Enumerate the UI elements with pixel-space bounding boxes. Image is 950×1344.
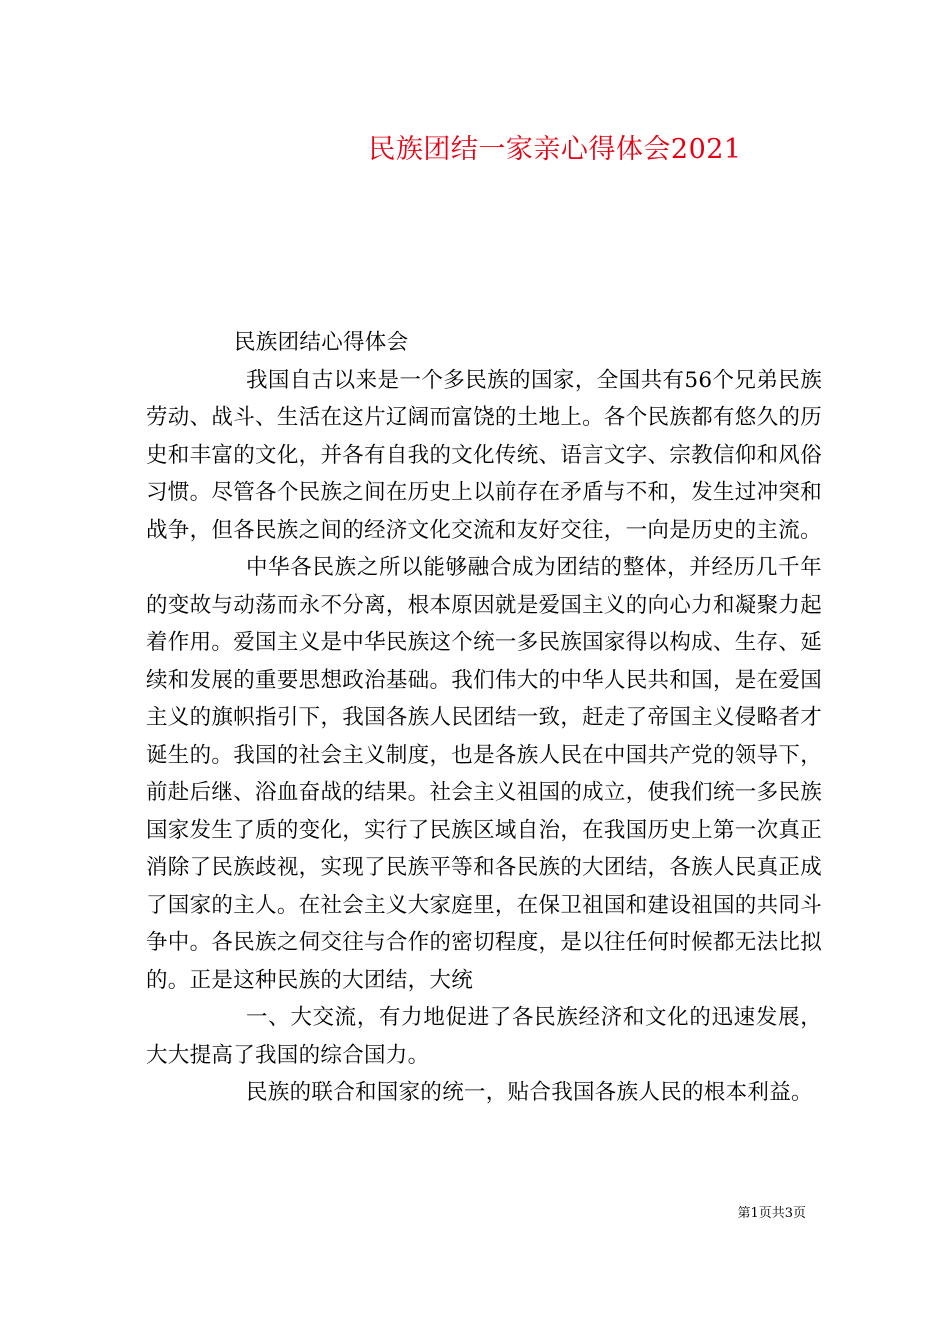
paragraph-3: 一、大交流，有力地促进了各民族经济和文化的迅速发展，大大提高了我国的综合国力。 (146, 1005, 822, 1068)
paragraph-1: 我国自古以来是一个多民族的国家，全国共有56个兄弟民族劳动、战斗、生活在这片辽阔而富饶的土地上。各个民族都有悠久的历史和丰富的文化，并各有自我的文化传统、语言文字、宗教信仰和风俗习惯。尽管各个民族之间在历史上以前存在矛盾与不和，发生过冲突和战争，但各民族之间的经济文化交流和友好交往，一向是历史的主流。 (146, 367, 822, 543)
page-number: 第1页共3页 (737, 1206, 806, 1221)
document-title: 民族团结一家亲心得体会2021 (368, 134, 742, 165)
document-body (146, 324, 822, 1112)
document-subtitle: 民族团结心得体会 (234, 330, 409, 355)
paragraph-2: 中华各民族之所以能够融合成为团结的整体，并经历几千年的变故与动荡而永不分离，根本原因就是爱国主义的向心力和凝聚力起着作用。爱国主义是中华民族这个统一多民族国家得以构成、生存、延续和发展的重要思想政治基础。我们伟大的中华人民共和国，是在爱国主义的旗帜指引下，我国各族人民团结一致，赶走了帝国主义侵略者才诞生的。我国的社会主义制度，也是各族人民在中国共产党的领导下，前赴后继、浴血奋战的结果。社会主义祖国的成立，使我们统一多民族国家发生了质的变化，实行了民族区域自治，在我国历史上第一次真正消除了民族歧视，实现了民族平等和各民族的大团结，各族人民真正成了国家的主人。在社会主义大家庭里，在保卫祖国和建设祖国的共同斗争中。各民族之伺交往与合作的密切程度，是以往任何时候都无法比拟的。正是这种民族的大团结，大统 (146, 555, 822, 993)
paragraph-4: 民族的联合和国家的统一，贴合我国各族人民的根本利益。 (246, 1080, 813, 1105)
